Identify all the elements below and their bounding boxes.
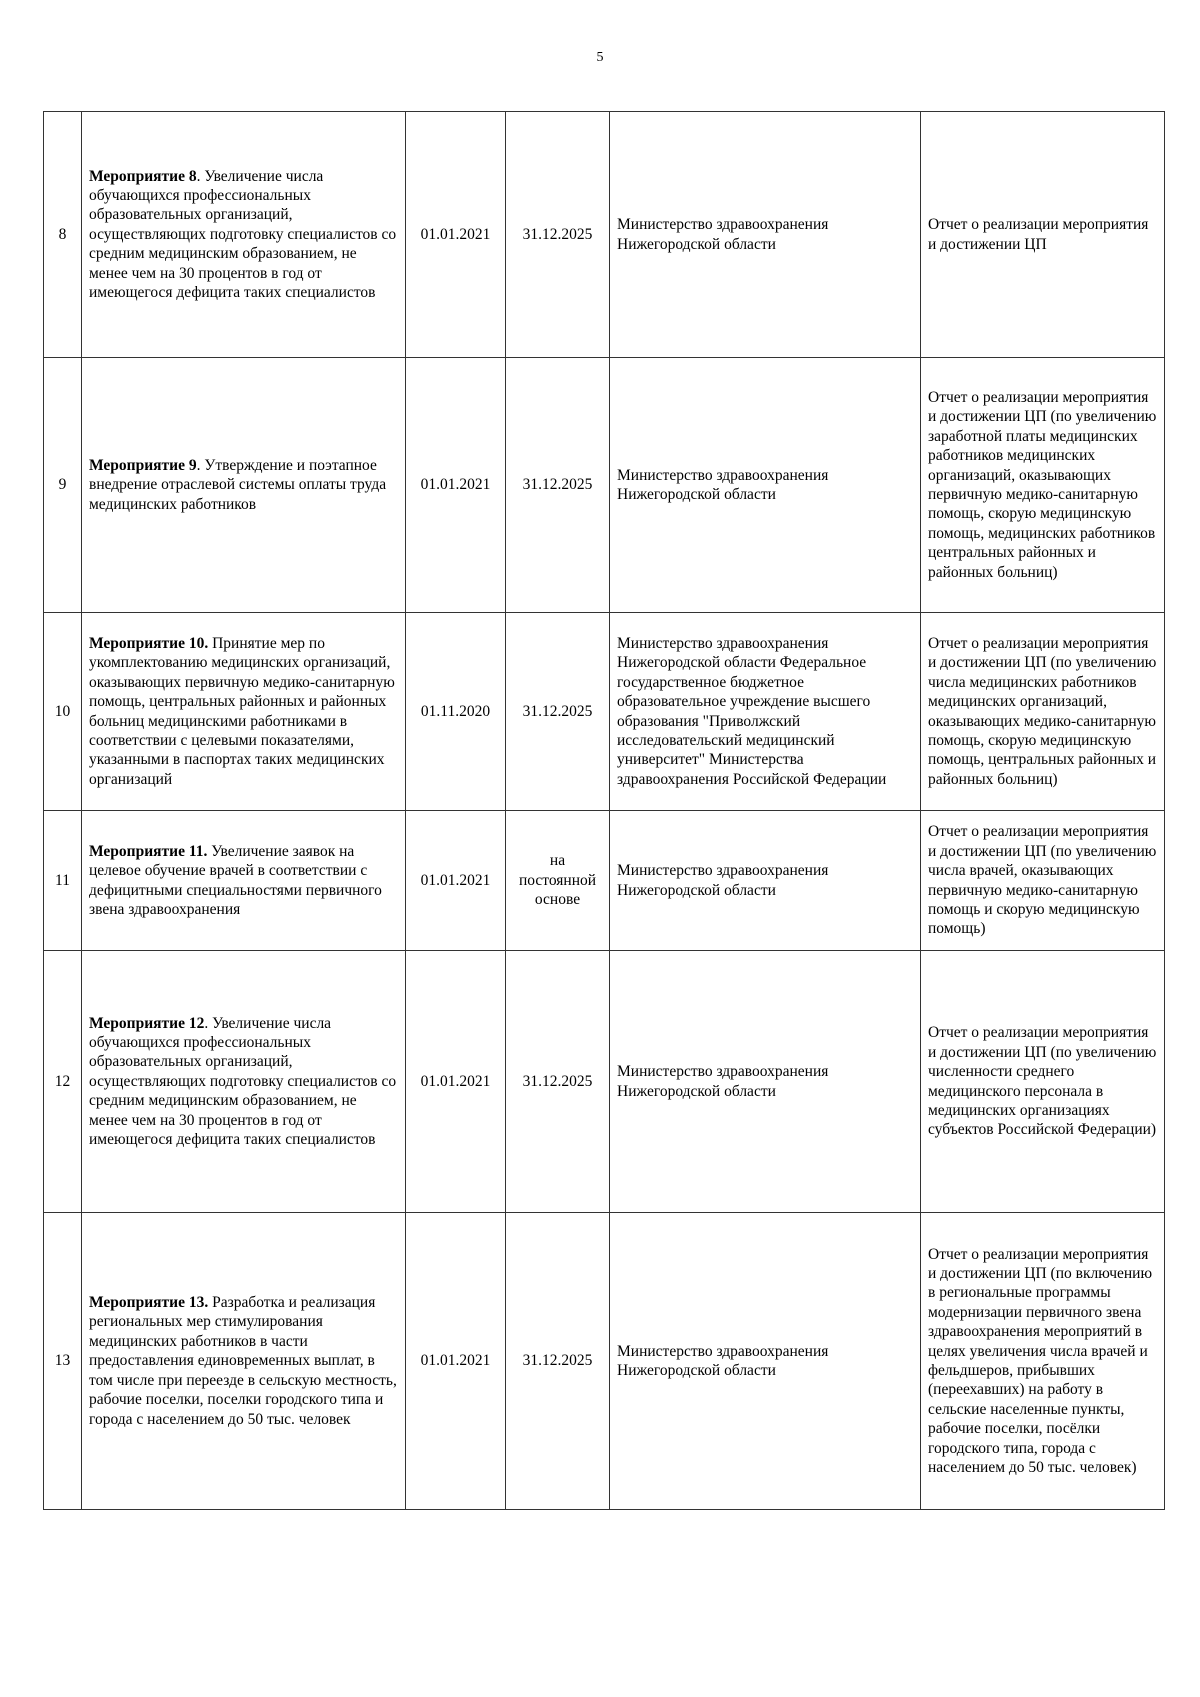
end-date: 31.12.2025 <box>506 358 610 613</box>
table-row <box>44 112 1165 358</box>
end-date: 31.12.2025 <box>506 951 610 1213</box>
measure-title: Мероприятие 13. <box>89 1294 209 1312</box>
page-number: 5 <box>596 50 604 65</box>
end-date: 31.12.2025 <box>506 112 610 358</box>
measure-text: . Увеличение числа обучающихся профессиональных образовательных организаций, осуществляющих подготовку специалистов со средним медицинским образованием, не менее чем на 30 процентов в год от имеющегося дефицита таких специалистов <box>89 1014 397 1149</box>
measure-title: Мероприятие 10. <box>89 634 209 652</box>
end-date: на постоянной основе <box>506 811 610 951</box>
row-number: 8 <box>44 112 82 358</box>
start-date: 01.01.2021 <box>406 112 506 358</box>
row-number: 9 <box>44 358 82 613</box>
start-date: 01.01.2021 <box>406 358 506 613</box>
table-row <box>44 613 1165 811</box>
executor: Министерство здравоохранения Нижегородской области <box>610 811 921 951</box>
result: Отчет о реализации мероприятия и достижении ЦП (по увеличению численности среднего медицинского персонала в медицинских организациях субъектов Российской Федерации) <box>921 951 1165 1213</box>
row-number: 13 <box>44 1213 82 1510</box>
executor: Министерство здравоохранения Нижегородской области <box>610 358 921 613</box>
start-date: 01.01.2021 <box>406 1213 506 1510</box>
end-date: 31.12.2025 <box>506 1213 610 1510</box>
table-row <box>44 951 1165 1213</box>
measure-title: Мероприятие 11. <box>89 842 208 860</box>
row-number: 10 <box>44 613 82 811</box>
table-row <box>44 811 1165 951</box>
executor: Министерство здравоохранения Нижегородской области <box>610 951 921 1213</box>
measure-cell <box>82 1213 406 1510</box>
start-date: 01.11.2020 <box>406 613 506 811</box>
measures-table <box>43 111 1165 1510</box>
executor: Министерство здравоохранения Нижегородской области <box>610 1213 921 1510</box>
measure-text: . Утверждение и поэтапное внедрение отраслевой системы оплаты труда медицинских работников <box>89 456 387 513</box>
table-row <box>44 358 1165 613</box>
start-date: 01.01.2021 <box>406 811 506 951</box>
start-date: 01.01.2021 <box>406 951 506 1213</box>
end-date: 31.12.2025 <box>506 613 610 811</box>
result: Отчет о реализации мероприятия и достижении ЦП (по увеличению числа медицинских работников медицинских организаций, оказывающих медико-санитарную помощь, скорую медицинскую помощь, центральных районных и районных больниц) <box>921 613 1165 811</box>
result: Отчет о реализации мероприятия и достижении ЦП (по увеличению числа врачей, оказывающих первичную медико-санитарную помощь и скорую медицинскую помощь) <box>921 811 1165 951</box>
measure-cell <box>82 951 406 1213</box>
measure-text: . Увеличение числа обучающихся профессиональных образовательных организаций, осуществляющих подготовку специалистов со средним медицинским образованием, не менее чем на 30 процентов в год от имеющегося дефицита таких специалистов <box>89 167 397 302</box>
result: Отчет о реализации мероприятия и достижении ЦП (по включению в региональные программы модернизации первичного звена здравоохранения мероприятий в целях увеличения числа врачей и фельдшеров, прибывших (переехавших) на работу в сельские населенные пункты, рабочие поселки, посёлки городского типа, города с населением до 50 тыс. человек) <box>921 1213 1165 1510</box>
measure-title: Мероприятие 8 <box>89 167 197 185</box>
measure-text: Принятие мер по укомплектованию медицинских организаций, оказывающих первичную медико-санитарную помощь, центральных районных и районных больниц медицинскими работниками в соответствии с целевыми показателями, указанными в паспортах таких медицинских организаций <box>89 634 395 788</box>
measure-cell <box>82 811 406 951</box>
measure-text: Увеличение заявок на целевое обучение врачей в соответствии с дефицитными специальностями первичного звена здравоохранения <box>89 842 382 918</box>
measure-cell <box>82 112 406 358</box>
executor: Министерство здравоохранения Нижегородской области Федеральное государственное бюджетное образовательное учреждение высшего образования "Приволжский исследовательский медицинский университет" Министерства здравоохранения Российской Федерации <box>610 613 921 811</box>
measure-title: Мероприятие 9 <box>89 456 197 474</box>
measure-title: Мероприятие 12 <box>89 1014 205 1032</box>
measure-cell <box>82 613 406 811</box>
result: Отчет о реализации мероприятия и достижении ЦП <box>921 112 1165 358</box>
row-number: 12 <box>44 951 82 1213</box>
measure-cell <box>82 358 406 613</box>
measure-text: Разработка и реализация региональных мер стимулирования медицинских работников в части предоставления единовременных выплат, в том числе при переезде в сельскую местность, рабочие поселки, поселки городского типа и города с населением до 50 тыс. человек <box>89 1294 397 1428</box>
result: Отчет о реализации мероприятия и достижении ЦП (по увеличению заработной платы медицинских работников медицинских организаций, оказывающих первичную медико-санитарную помощь, скорую медицинскую помощь, медицинских работников центральных районных и районных больниц) <box>921 358 1165 613</box>
table-row <box>44 1213 1165 1510</box>
row-number: 11 <box>44 811 82 951</box>
executor: Министерство здравоохранения Нижегородской области <box>610 112 921 358</box>
